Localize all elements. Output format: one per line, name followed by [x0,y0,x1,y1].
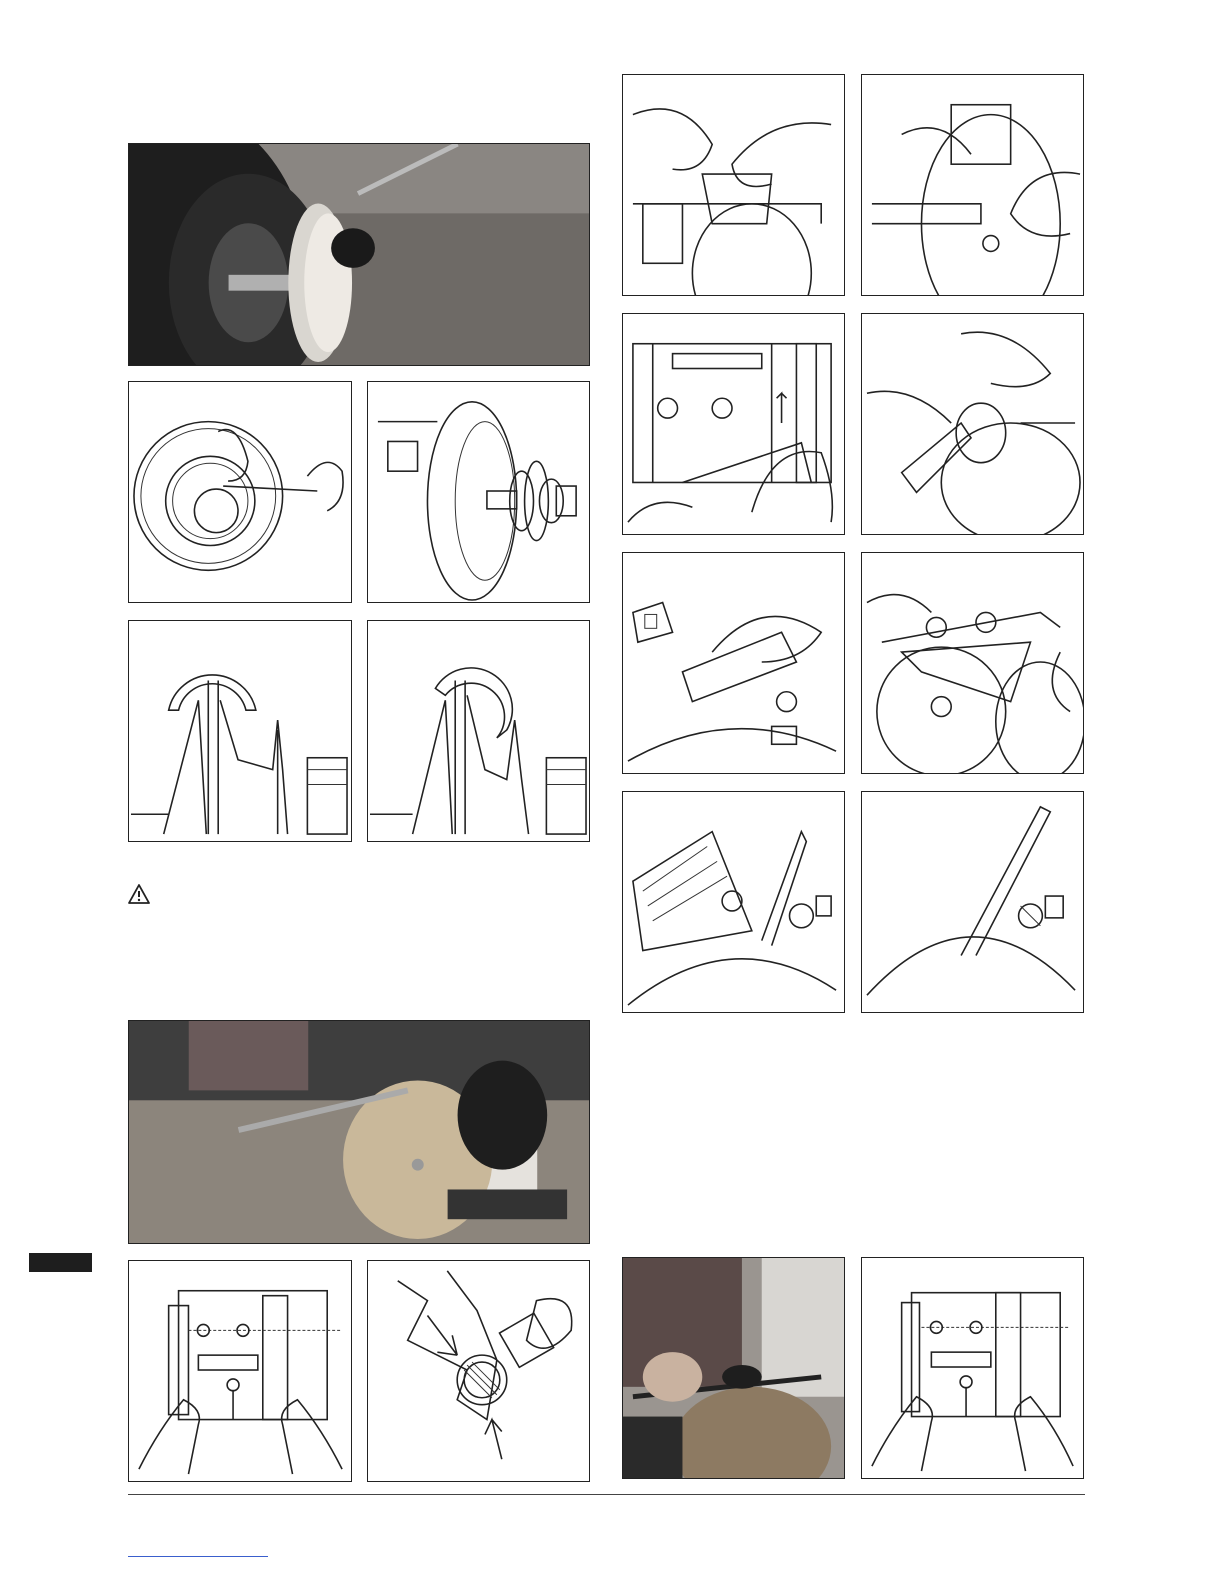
drawing-wheel-front-tool [128,381,352,603]
photo-grinder-workbench [128,1020,590,1244]
drawing-support-hands-2 [861,1257,1084,1479]
drawing-support-front [622,313,845,535]
footer-link-underline[interactable] [128,1556,268,1557]
section-tab-marker [29,1253,92,1272]
drawing-jig-hands-2 [861,74,1084,296]
drawing-jig-hands-1 [622,74,845,296]
drawing-angle-setter [622,791,845,1013]
drawing-plane-iron [622,552,845,774]
drawing-profile-a [128,620,352,842]
warning-triangle-icon [128,884,150,904]
footer-rule [128,1494,1085,1495]
photo-jig-operator [622,1257,845,1479]
drawing-jig-wheel [861,552,1084,774]
drawing-support-angle [861,791,1084,1013]
drawing-gouge-jig [861,313,1084,535]
drawing-knob-section [367,1260,590,1482]
drawing-honing-wheel-side [367,381,590,603]
drawing-support-hands [128,1260,352,1482]
photo-honing-wheel [128,143,590,366]
drawing-profile-b [367,620,590,842]
